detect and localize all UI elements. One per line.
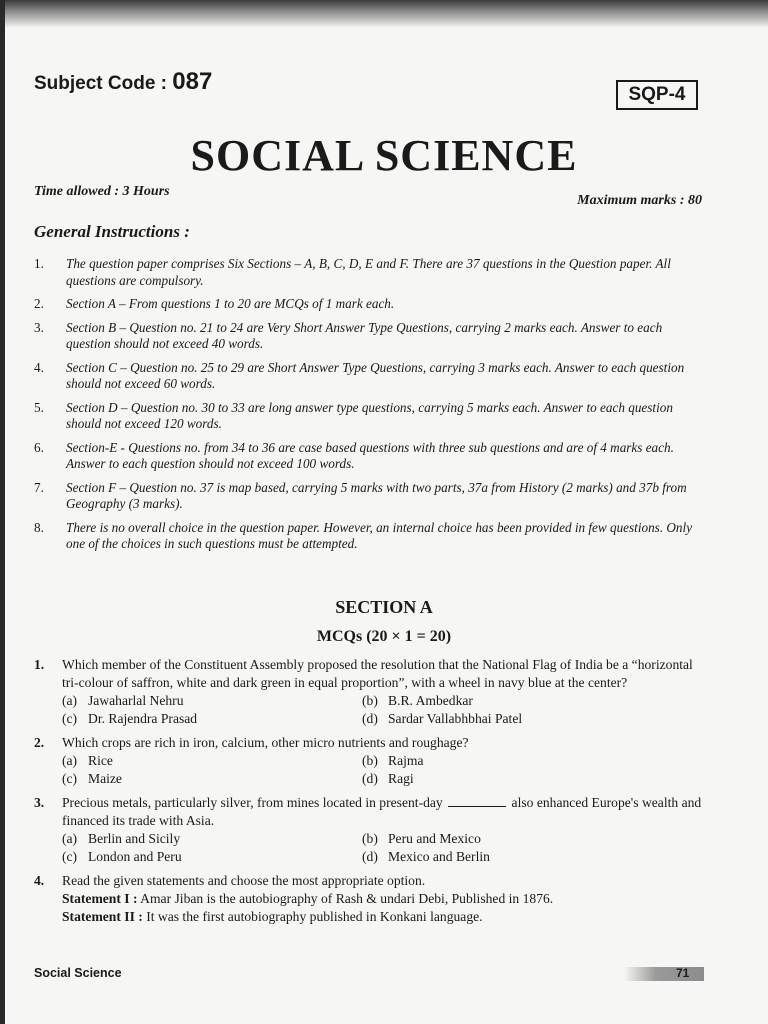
options xyxy=(62,752,704,788)
instruction-item xyxy=(34,360,704,393)
instructions-list xyxy=(34,256,704,560)
footer-subject: Social Science xyxy=(34,966,122,980)
question-1 xyxy=(34,656,704,728)
instruction-number: 5. xyxy=(34,399,44,415)
section-subtitle: MCQs (20 × 1 = 20) xyxy=(316,628,452,645)
instruction-item xyxy=(34,480,704,513)
option-a: (a) Jawaharlal Nehru xyxy=(62,693,184,708)
question-number: 3. xyxy=(34,795,45,810)
instruction-item xyxy=(34,296,704,313)
instruction-number: 6. xyxy=(34,439,44,455)
question-text: Precious metals, particularly silver, from mines located in present-day also enhanced Europe's wealth and financed its trade with Asia. xyxy=(62,795,702,828)
instruction-text: Section B – Question no. 21 to 24 are Very Short Answer Type Questions, carrying 2 marks each. Answer to each question should not exceed 40 words. xyxy=(66,319,663,351)
maximum-marks: Maximum marks : 80 xyxy=(577,193,702,208)
instruction-text: Section A – From questions 1 to 20 are MCQs of 1 mark each. xyxy=(66,296,395,311)
instruction-number: 4. xyxy=(34,359,44,375)
instruction-item xyxy=(34,400,704,433)
statement-1: Statement I : Amar Jiban is the autobiography of Rash & undari Debi, Published in 1876. xyxy=(62,891,554,906)
option-c: (c) Dr. Rajendra Prasad xyxy=(62,711,198,726)
option-d: (d) Ragi xyxy=(362,771,414,786)
instruction-text: There is no overall choice in the question paper. However, an internal choice has been provided in few questions. Only one of the choices in such questions must be attempted. xyxy=(66,519,693,551)
footer-page-bar xyxy=(624,967,704,981)
option-a: (a) Rice xyxy=(62,753,113,768)
instruction-number: 3. xyxy=(34,319,44,335)
option-c: (c) London and Peru xyxy=(62,849,182,864)
fill-in-blank xyxy=(448,806,506,807)
options xyxy=(62,692,704,728)
time-allowed: Time allowed : 3 Hours xyxy=(34,184,170,199)
question-number: 1. xyxy=(34,657,45,672)
question-number: 2. xyxy=(34,735,45,750)
paper-set-box xyxy=(616,80,698,110)
instruction-text: Section F – Question no. 37 is map based, carrying 5 marks with two parts, 37a from History (2 marks) and 37b from Geography (3 marks). xyxy=(66,479,687,511)
instruction-item xyxy=(34,320,704,353)
page-title: SOCIAL SCIENCE xyxy=(190,131,578,180)
option-a: (a) Berlin and Sicily xyxy=(62,831,181,846)
instruction-item xyxy=(34,520,704,553)
instruction-number: 8. xyxy=(34,519,44,535)
subject-code-value: 087 xyxy=(172,68,213,95)
question-4 xyxy=(34,872,704,926)
statement-2: Statement II : It was the first autobiography published in Konkani language. xyxy=(62,909,483,924)
questions-list xyxy=(34,656,704,932)
instruction-item xyxy=(34,440,704,473)
section-title: SECTION A xyxy=(335,597,433,617)
instruction-number: 2. xyxy=(34,296,44,311)
question-text: Read the given statements and choose the most appropriate option. xyxy=(62,873,426,888)
question-number: 4. xyxy=(34,873,45,888)
question-text: Which member of the Constituent Assembly proposed the resolution that the National Flag of India be a “horizontal tri-colour of saffron, white and dark green in equal proportion”, with a wheel in navy blue at the center? xyxy=(62,657,693,690)
subject-code-label: Subject Code : xyxy=(34,73,173,94)
scan-top-shadow xyxy=(0,0,768,28)
instruction-text: The question paper comprises Six Sections – A, B, C, D, E and F. There are 37 questions in the Question paper. All questions are compulsory. xyxy=(66,256,671,288)
page-number: 71 xyxy=(676,966,690,980)
paper-set-label: SQP-4 xyxy=(628,84,686,105)
instruction-text: Section-E - Questions no. from 34 to 36 are case based questions with three sub questions and are of 4 marks each. Answer to each question should not exceed 100 words. xyxy=(66,439,674,471)
option-b: (b) Rajma xyxy=(362,753,424,768)
instruction-number: 7. xyxy=(34,479,44,495)
question-text: Which crops are rich in iron, calcium, other micro nutrients and roughage? xyxy=(62,735,469,750)
instruction-text: Section C – Question no. 25 to 29 are Short Answer Type Questions, carrying 3 marks each. Answer to each question should not exceed 60 words. xyxy=(66,359,685,391)
question-2 xyxy=(34,734,704,788)
instruction-text: Section D – Question no. 30 to 33 are long answer type questions, carrying 5 marks each. Answer to each question should not exceed 120 words. xyxy=(66,399,673,431)
option-c: (c) Maize xyxy=(62,771,122,786)
subject-code xyxy=(34,68,212,96)
instruction-item xyxy=(34,256,704,289)
option-d: (d) Mexico and Berlin xyxy=(362,849,490,864)
option-b: (b) B.R. Ambedkar xyxy=(362,693,473,708)
options xyxy=(62,830,704,866)
option-b: (b) Peru and Mexico xyxy=(362,831,481,846)
general-instructions-heading: General Instructions : xyxy=(34,222,190,241)
instruction-number: 1. xyxy=(34,256,44,271)
question-3 xyxy=(34,794,704,866)
option-d: (d) Sardar Vallabhbhai Patel xyxy=(362,711,523,726)
